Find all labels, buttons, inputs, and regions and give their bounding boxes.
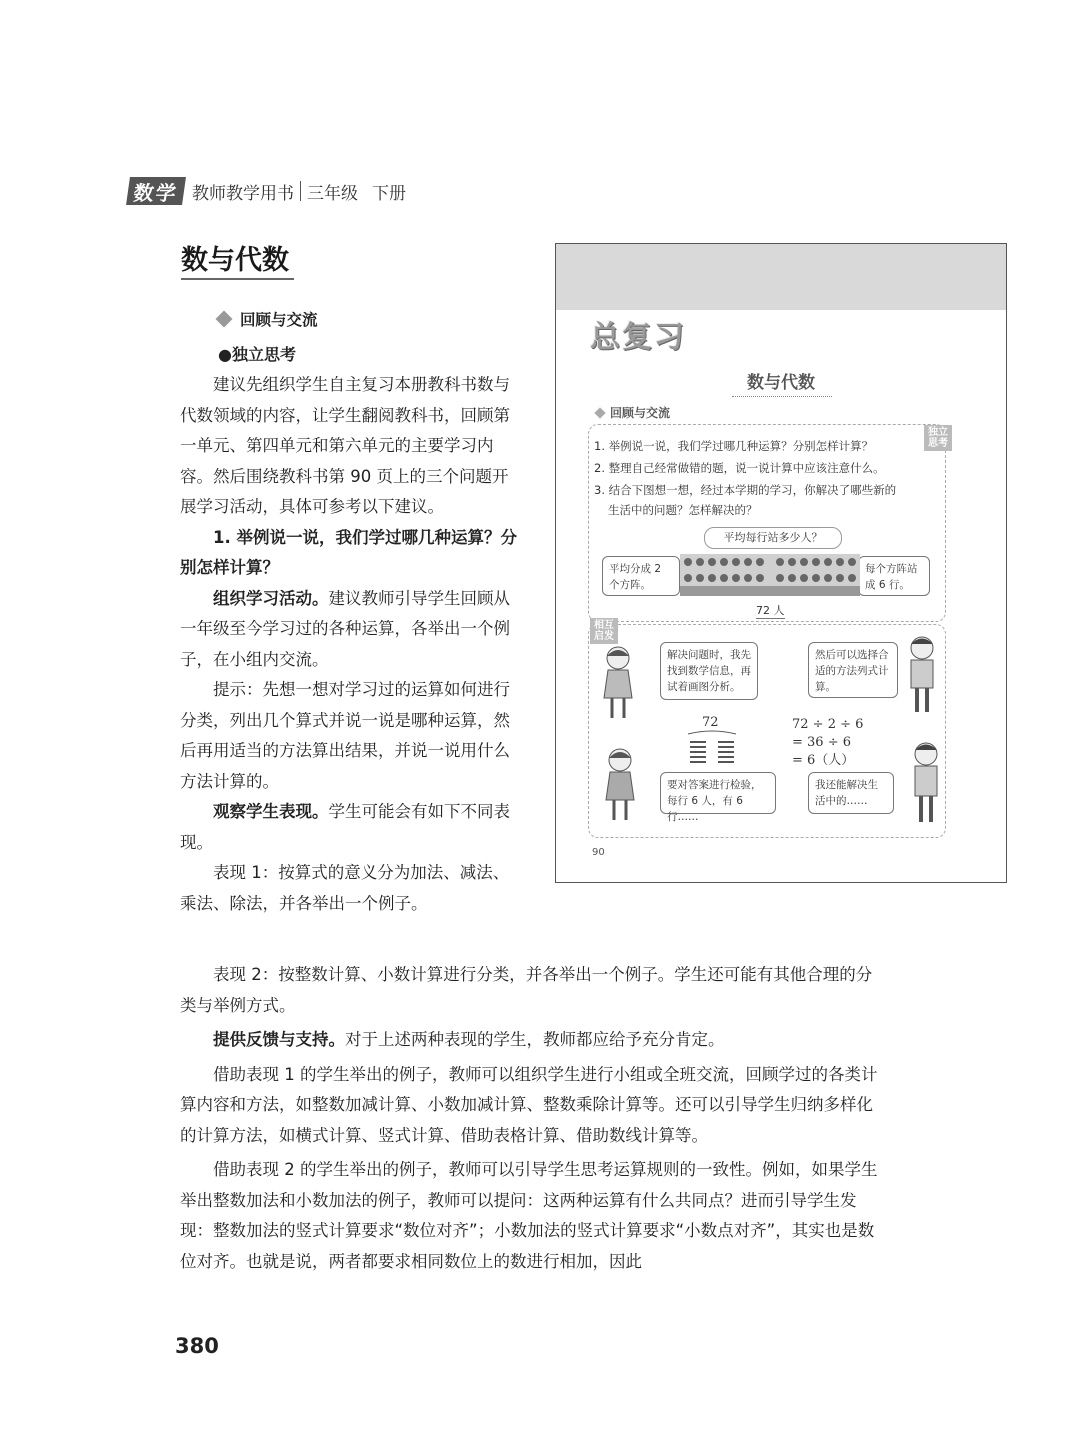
paragraph: 表现 2：按整数计算、小数计算进行分类，并各举出一个例子。学生还可能有其他合理的分类与举例方式。 [180,965,873,1015]
speech-bubble-4: 我还能解决生活中的…… [808,772,894,814]
book-name: 教师教学用书 [192,183,294,204]
question-paragraph: 1. 举例说一说，我们学过哪几种运算？分别怎样计算？ [180,527,517,577]
lead-in: 组织学习活动。 [213,588,329,608]
girl-illustration-2 [600,746,640,822]
paragraph: 建议先组织学生自主复习本册教科书数与代数领域的内容，让学生翻阅教科书，回顾第一单元、第四单元和第六单元的主要学习内容。然后围绕教科书第 90 页上的三个问题开展学习活动，具体可参考以下建议。 [180,375,510,516]
lead-in: 观察学生表现。 [213,802,329,821]
speech-bubble-1: 解决问题时，我先找到数学信息，再试着画图分析。 [660,642,758,700]
figure-subtitle: 数与代数 [747,373,815,393]
calc-line-1: 72 ÷ 2 ÷ 6 [792,717,864,732]
full-text-column [180,960,888,1277]
total-label: 72 人 [756,604,785,617]
paragraph: 表现 1：按算式的意义分为加法、减法、乘法、除法，并各举出一个例子。 [180,863,510,913]
page-number: 380 [175,1334,219,1358]
crowd-illustration [680,554,860,596]
speech-bubble-3: 要对答案进行检验，每行 6 人，有 6 行…… [660,772,776,814]
math-logo: 数学 [126,177,186,205]
bullet-heading: ●独立思考 [218,345,296,364]
bar-diagram [684,730,740,766]
boy-illustration-2 [906,740,946,824]
figure-review-heading [596,404,670,421]
paragraph [180,584,520,676]
boy-illustration-1 [902,634,942,714]
figure-question-1: 1. 举例说一说，我们学过哪几种运算？分别怎样计算？ [594,439,874,453]
calc-line-3: = 6（人） [792,753,855,768]
lead-in: 提供反馈与支持。 [213,1030,345,1049]
figure-page-number: 90 [592,847,605,858]
speech-bubble-2: 然后可以选择合适的方法列式计算。 [808,642,898,698]
header-band [556,244,1006,310]
paragraph: 借助表现 1 的学生举出的例子，教师可以组织学生进行小组或全班交流，回顾学过的各类计算内容和方法，如整数加减计算、小数加减计算、整数乘除计算等。还可以引导学生归纳多样化的计算方法，如横式计算、竖式计算、借助表格计算、借助数线计算等。 [180,1064,878,1145]
left-text-column [180,370,520,919]
subtitle-underline [732,396,832,397]
prompt-pill: 平均每行站多少人？ [704,527,842,549]
header-divider [300,181,301,201]
note-right: 每个方阵站成 6 行。 [858,556,930,596]
figure-question-2: 2. 整理自己经常做错的题，说一说计算中应该注意什么。 [594,461,885,475]
subsection-heading [218,308,318,330]
textbook-page-figure [555,243,1007,883]
figure-title: 总复习 [590,320,686,355]
paragraph-body: 建议教师引导学生回顾从一年级至今学习过的各种运算，各举出一个例子，在小组内交流。 [180,588,510,669]
paragraph: 借助表现 2 的学生举出的例子，教师可以引导学生思考运算规则的一致性。例如，如果学生举出整数加法和小数加法的例子，教师可以提问：这两种运算有什么共同点？进而引导学生发现：整数加法的竖式计算要求“数位对齐”；小数加法的竖式计算要求“小数点对齐”，其实也是数位对齐。也就是说，两者都要求相同数位上的数进行相加，因此 [180,1160,878,1271]
diamond-icon [216,311,233,328]
diagram-label: 72 [702,715,719,730]
paragraph-body: 学生可能会有如下不同表现。 [180,802,510,852]
figure-question-3-cont: 生活中的问题？怎样解决的？ [608,503,758,517]
review-label: 回顾与交流 [610,406,671,420]
subsection-label: 回顾与交流 [240,311,318,329]
section-title: 数与代数 [181,245,289,276]
paragraph [180,1025,888,1056]
section-title-underline [181,278,294,280]
tag-independent: 独立思考 [924,425,952,451]
figure-question-3: 3. 结合下图想一想，经过本学期的学习，你解决了哪些新的 [594,483,897,497]
volume-label: 下册 [372,183,406,204]
note-left: 平均分成 2 个方阵。 [602,556,680,596]
paragraph-body: 对于上述两种表现的学生，教师都应给予充分肯定。 [345,1030,725,1049]
paragraph [180,797,520,858]
grade-label: 三年级 [307,183,358,204]
diamond-icon [594,407,605,418]
girl-illustration-1 [598,644,638,720]
paragraph: 提示：先想一想对学习过的运算如何进行分类，列出几个算式并说一说是哪种运算，然后再用适当的方法算出结果，并说一说用什么方法计算的。 [180,680,510,791]
calc-line-2: = 36 ÷ 6 [792,735,851,750]
tag-mutual: 相互启发 [590,618,618,644]
running-header [128,176,406,206]
